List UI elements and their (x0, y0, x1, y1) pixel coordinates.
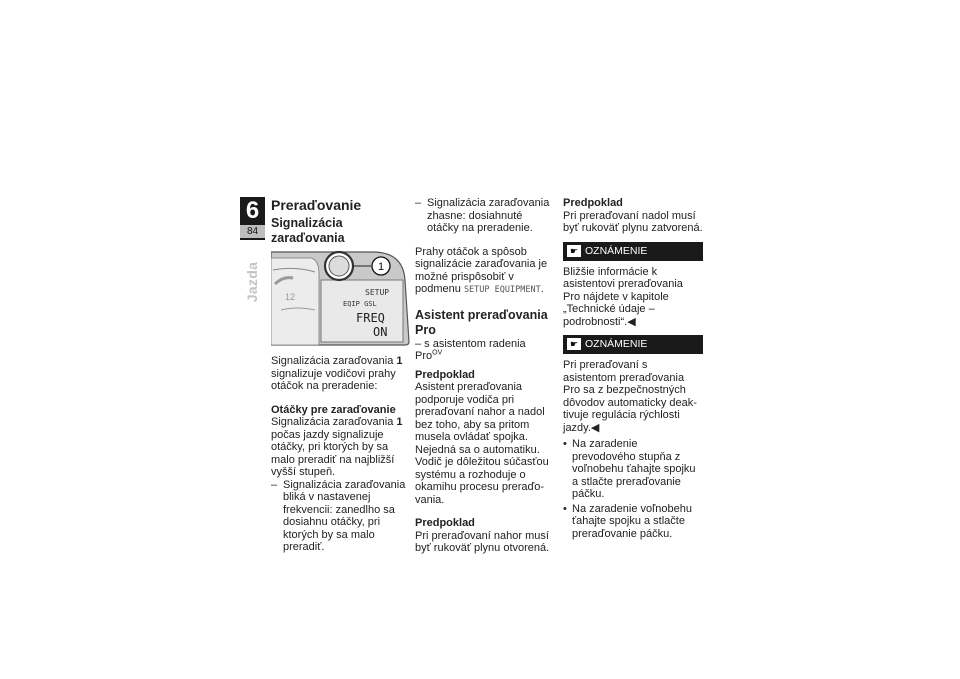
section-heading: Asistent preraďovania Pro (415, 307, 548, 337)
subsection-heading: Predpoklad (415, 517, 475, 529)
page-title: Preraďovanie (271, 197, 362, 213)
section-heading: Signalizácia zaraďovania (271, 216, 345, 245)
subsection-heading: Otáčky pre zaraďovanie (271, 403, 396, 416)
option-line: – s asistentom radenia Pro$^{OV}$ (415, 337, 526, 362)
notice-banner (563, 335, 703, 354)
menu-path: SETUP EQUIPMENT (463, 285, 541, 295)
display-line-2: EQIP GSL (343, 300, 377, 308)
display-line-3: FREQ (356, 311, 385, 325)
requirement-paragraph: Pri preraďovaní nadol musí byť rukoväť plynu zatvorená. (563, 209, 703, 234)
hand-pointer-icon: ☛ (567, 338, 581, 350)
reference-number: 1 (396, 355, 403, 367)
reference-number: 1 (396, 416, 403, 428)
requirement-paragraph: Pri preraďovaní nahor musí byť rukoväť plynu otvorená. (415, 529, 550, 554)
description-paragraph: Asistent preraďovania podporuje vodiča pri preraďovaní nahor a nadol bez toho, aby sa pritom musela ovládať spojka. Nejedná sa o automatiku. Vodič je dôležitou súčasťou systému a rozhoduje o okamihu procesu preraďovania. (415, 381, 549, 506)
bullet-item: • Na zaradenie voľnobehu ťahajte spojku a stlačte preraďovanie páčku. (563, 503, 703, 541)
instrument-cluster-illustration (271, 250, 411, 347)
gauge-label: 12 (285, 292, 296, 302)
dash-item: – Signalizácia zaraďovania bliká v nastavenej frekvencii: zanedlho sa dosiahnu otáčky, pri ktorých by sa malo preradiť. (271, 479, 411, 554)
cluster-drawing (271, 250, 411, 347)
subsection-heading: Predpoklad (563, 197, 623, 209)
display-line-1: SETUP (365, 288, 390, 297)
display-line-4: ON (373, 325, 388, 339)
notice-label: OZNÁMENIE (585, 244, 648, 257)
subsection-paragraph: Signalizácia zaraďovania 1 počas jazdy signalizuje otáčky, pri ktorých by sa malo preradiť na najbližší vyšší stupeň. (271, 416, 403, 478)
page-number: 84 (240, 225, 265, 238)
intro-paragraph: Signalizácia zaraďovania 1 signalizuje vodičovi prahy otáčok na preradenie: (271, 355, 403, 392)
option-code: OV (432, 349, 443, 357)
hand-pointer-icon: ☛ (567, 245, 581, 257)
callout-number: 1 (377, 261, 385, 273)
column-3 (563, 197, 703, 542)
notice-banner (563, 242, 703, 261)
chapter-side-label: Jazda (244, 261, 260, 303)
chapter-number: 6 (245, 197, 260, 224)
dash-item: – Signalizácia zaraďovania zhasne: dosiahnuté otáčky na preradenie. (415, 197, 555, 235)
notice-label: OZNÁMENIE (585, 338, 648, 350)
settings-paragraph: Prahy otáčok a spôsob signalizácie zaraďovania je možné prispôsobiť v podmenu SETUP EQUIPMENT. (415, 245, 548, 295)
notice-text: Bližšie informácie k asistentovi preraďovania Pro nájdete v kapitole „Technické údaje – podrobnosti“.◀ (563, 265, 683, 328)
notice-text: Pri preraďovaní s asistentom preraďovania Pro sa z bezpečnostných dôvodov automaticky deaktivuje regulácia rýchlosti jazdy.◀ (563, 359, 697, 434)
column-1 (271, 197, 411, 565)
column-2 (415, 197, 555, 566)
bullet-item: • Na zaradenie prevodového stupňa z voľnobehu ťahajte spojku a stlačte preraďovanie páčku. (563, 438, 703, 501)
subsection-heading: Predpoklad (415, 368, 475, 381)
